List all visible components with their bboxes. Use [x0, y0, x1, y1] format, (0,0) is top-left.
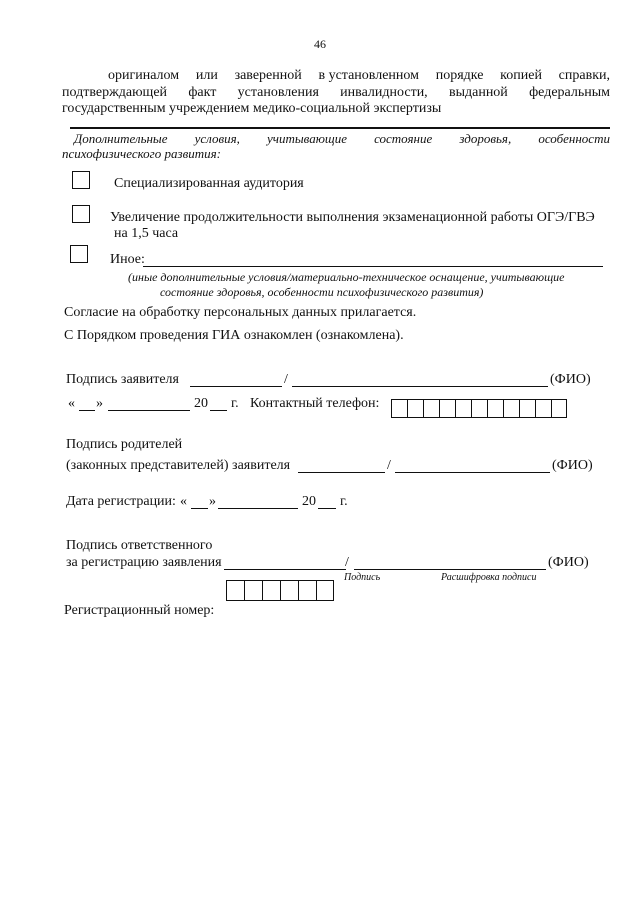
registration-digit-cell[interactable]	[245, 581, 263, 600]
responsible-label-line-2: за регистрацию заявления	[66, 555, 222, 570]
responsible-fio-label: (ФИО)	[548, 555, 589, 570]
date-open-quote: «	[68, 396, 75, 411]
phone-digit-cell[interactable]	[392, 400, 408, 417]
conditions-heading	[74, 131, 610, 147]
applicant-name-line[interactable]	[292, 374, 548, 387]
intro-line-3: государственным учреждением медико-социальной экспертизы	[62, 101, 442, 116]
phone-digit-cell[interactable]	[504, 400, 520, 417]
phone-digit-cell[interactable]	[472, 400, 488, 417]
parents-label-line-1: Подпись родителей	[66, 437, 183, 452]
phone-digit-cell[interactable]	[408, 400, 424, 417]
applicant-signature-label: Подпись заявителя	[66, 372, 179, 387]
registration-year-suffix: г.	[340, 494, 348, 509]
registration-day-line[interactable]	[191, 496, 208, 509]
procedure-text: С Порядком проведения ГИА ознакомлен (ознакомлена).	[64, 328, 404, 343]
intro-word: в установленном	[318, 68, 419, 83]
date-close-quote: »	[96, 396, 103, 411]
responsible-signature-line[interactable]	[224, 557, 346, 570]
intro-word: выданной	[448, 85, 508, 100]
option-specialized-room: Специализированная аудитория	[114, 176, 304, 191]
consent-text: Согласие на обработку персональных данных прилагается.	[64, 305, 417, 320]
intro-word: факт	[188, 85, 217, 100]
registration-year-line[interactable]	[318, 496, 336, 509]
responsible-name-line[interactable]	[354, 557, 546, 570]
parents-slash: /	[387, 458, 391, 473]
registration-year-prefix: 20	[302, 494, 316, 509]
heading-word: состояние	[374, 131, 433, 146]
registration-digit-cell[interactable]	[299, 581, 317, 600]
registration-date-label: Дата регистрации:	[66, 494, 176, 509]
date-year-suffix: г.	[231, 396, 239, 411]
phone-digit-cell[interactable]	[520, 400, 536, 417]
responsible-slash: /	[345, 555, 349, 570]
date-year-prefix: 20	[194, 396, 208, 411]
registration-digit-cell[interactable]	[227, 581, 245, 600]
checkbox-other[interactable]	[70, 245, 88, 263]
intro-word: или	[195, 68, 218, 83]
registration-date-open: «	[180, 494, 187, 509]
caption-signature-decode: Расшифровка подписи	[441, 572, 537, 583]
page-number: 46	[314, 37, 326, 51]
registration-digit-cell[interactable]	[317, 581, 333, 600]
other-input-line[interactable]	[143, 254, 603, 267]
phone-digit-cell[interactable]	[552, 400, 566, 417]
intro-line-2	[62, 85, 610, 101]
heading-word: учитывающие	[267, 131, 347, 146]
intro-word: справки,	[558, 68, 610, 83]
other-hint-line-1: (иные дополнительные условия/материально-техническое оснащение, учитывающие	[128, 270, 565, 284]
registration-month-line[interactable]	[218, 496, 298, 509]
section-divider	[70, 127, 610, 129]
other-label: Иное:	[110, 252, 145, 267]
other-hint-line-2: состояние здоровья, особенности психофизического развития)	[160, 285, 484, 299]
heading-word: здоровья,	[459, 131, 512, 146]
intro-word: заверенной	[234, 68, 302, 83]
intro-word: копией	[500, 68, 542, 83]
phone-number-cells[interactable]	[391, 399, 567, 418]
parents-name-line[interactable]	[395, 460, 550, 473]
registration-digit-cell[interactable]	[281, 581, 299, 600]
date-day-line[interactable]	[79, 398, 95, 411]
parents-fio-label: (ФИО)	[552, 458, 593, 473]
intro-line-1	[108, 68, 610, 84]
checkbox-specialized-room[interactable]	[72, 171, 90, 189]
intro-word: порядке	[435, 68, 484, 83]
phone-digit-cell[interactable]	[488, 400, 504, 417]
heading-word: Дополнительные	[74, 131, 168, 146]
registration-digit-cell[interactable]	[263, 581, 281, 600]
heading-word: особенности	[538, 131, 610, 146]
intro-word: оригиналом	[108, 68, 180, 83]
registration-date-close: »	[209, 494, 216, 509]
phone-digit-cell[interactable]	[536, 400, 552, 417]
applicant-fio-label: (ФИО)	[550, 372, 591, 387]
registration-number-cells[interactable]	[226, 580, 334, 601]
phone-digit-cell[interactable]	[456, 400, 472, 417]
conditions-heading-line-2: психофизического развития:	[62, 146, 221, 161]
parents-label-line-2: (законных представителей) заявителя	[66, 458, 291, 473]
applicant-slash: /	[284, 372, 288, 387]
phone-label: Контактный телефон:	[250, 396, 380, 411]
intro-word: установления	[237, 85, 319, 100]
responsible-label-line-1: Подпись ответственного	[66, 538, 213, 553]
date-month-line[interactable]	[108, 398, 190, 411]
checkbox-extended-time[interactable]	[72, 205, 90, 223]
intro-word: подтверждающей	[62, 85, 168, 100]
intro-word: инвалидности,	[340, 85, 428, 100]
phone-digit-cell[interactable]	[440, 400, 456, 417]
registration-number-label: Регистрационный номер:	[64, 603, 215, 618]
parents-signature-line[interactable]	[298, 460, 385, 473]
applicant-signature-line[interactable]	[190, 374, 282, 387]
option-extended-time-line-1: Увеличение продолжительности выполнения экзаменационной работы ОГЭ/ГВЭ	[110, 210, 595, 225]
option-extended-time-line-2: на 1,5 часа	[114, 226, 179, 241]
intro-word: федеральным	[529, 85, 610, 100]
phone-digit-cell[interactable]	[424, 400, 440, 417]
caption-signature: Подпись	[344, 572, 381, 583]
date-year-line[interactable]	[210, 398, 227, 411]
heading-word: условия,	[194, 131, 240, 146]
